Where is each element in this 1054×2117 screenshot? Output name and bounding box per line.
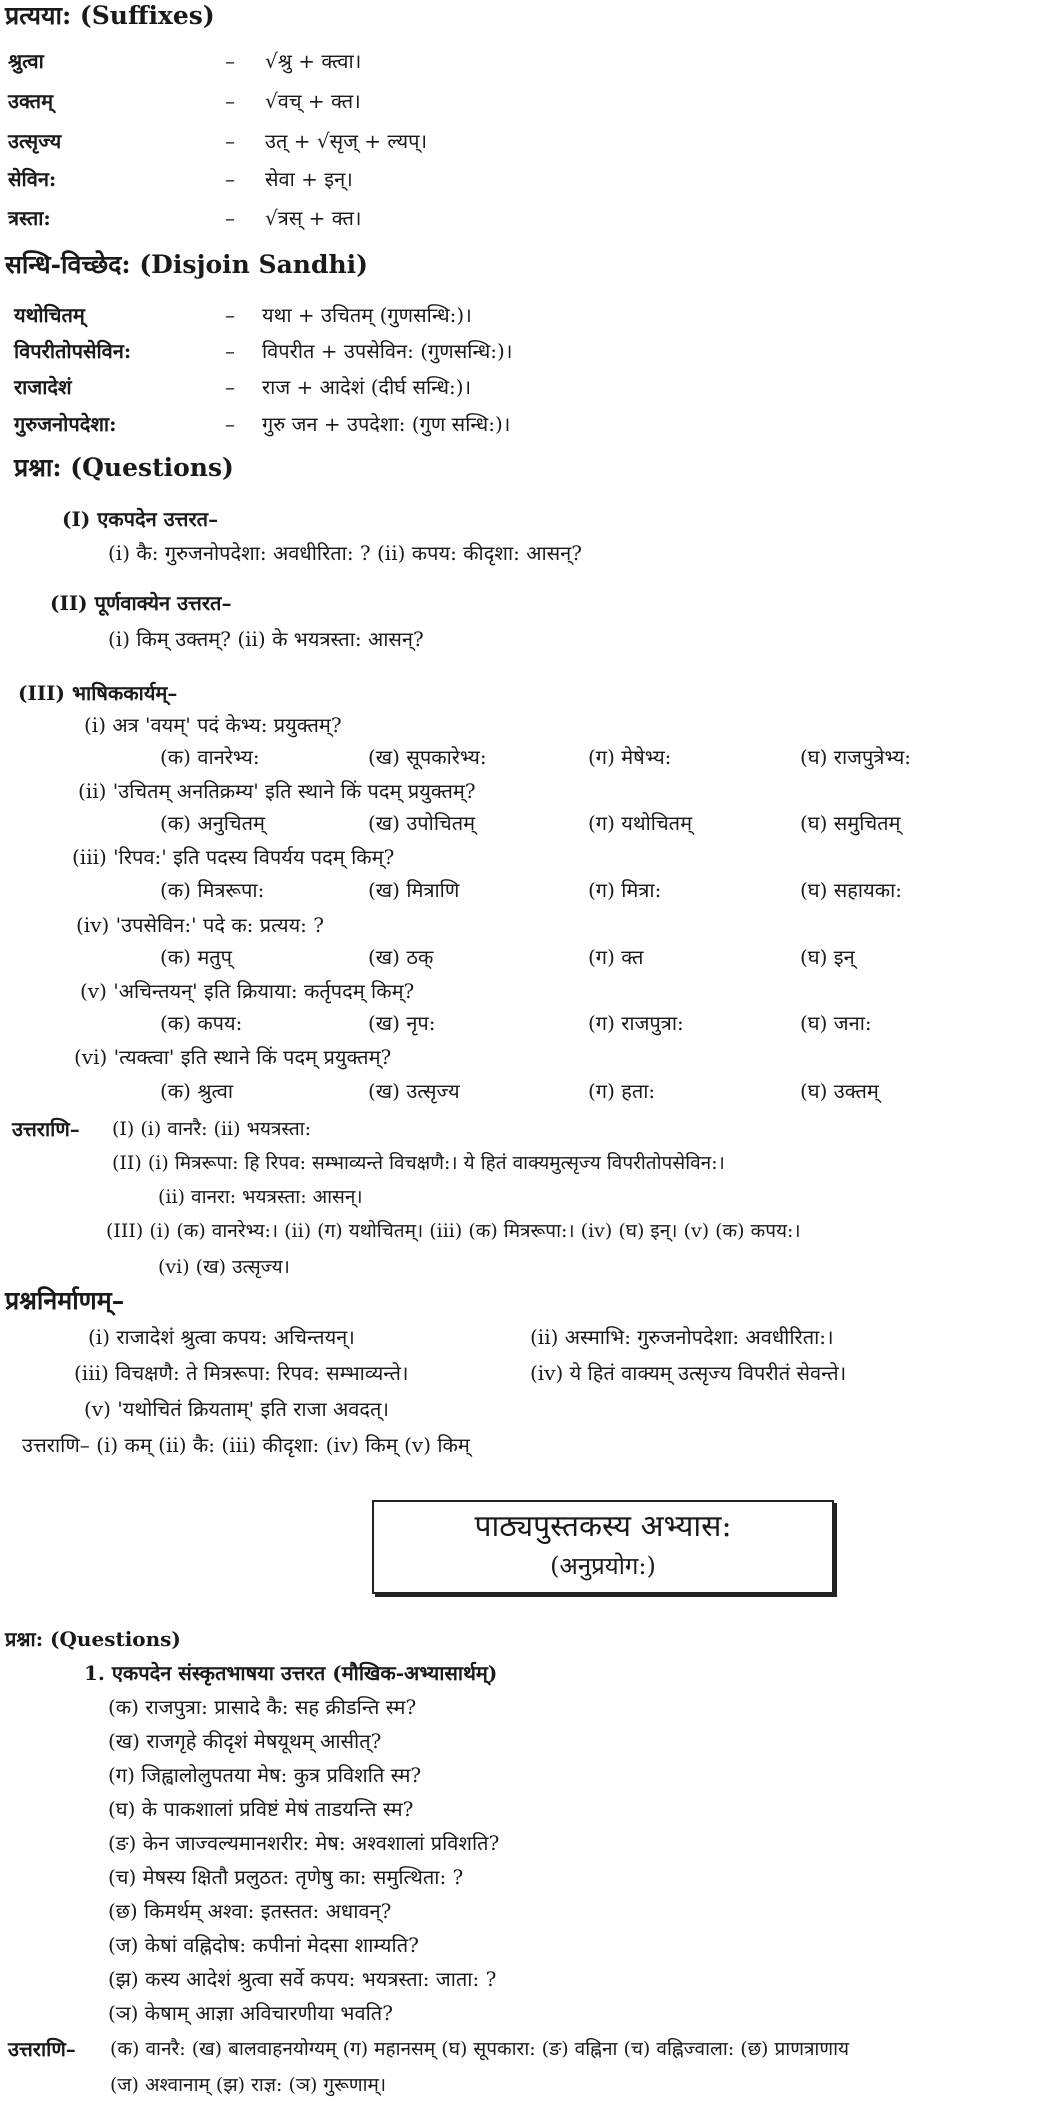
- mcq-option: (ग) राजपुत्रा:: [588, 1011, 684, 1035]
- mcq-option: (घ) समुचितम्: [800, 811, 901, 835]
- sandhi-parts: विपरीत + उपसेविन: (गुणसन्धि:)।: [262, 339, 513, 363]
- dash: –: [225, 49, 235, 73]
- q1-text: (i) कै: गुरुजनोपदेशा: अवधीरिता: ? (ii) कपय: कीदृशा: आसन्?: [108, 541, 582, 565]
- answer-line: (ii) वानरा: भयत्रस्ता: आसन्।: [158, 1186, 363, 1208]
- answer-line: (II) (i) मित्ररूपा: हि रिपव: सम्भाव्यन्ते विचक्षणै:। ये हितं वाक्यमुत्सृज्य विपरीतोपसेविन:।: [112, 1152, 725, 1174]
- questions-heading: प्रश्ना: (Questions): [14, 453, 234, 482]
- mcq-option: (घ) सहायका:: [800, 878, 902, 902]
- exercise-subtitle: (अनुप्रयोग:): [550, 1552, 656, 1580]
- textbook-answers-label: उत्तराणि–: [8, 2037, 76, 2061]
- list-item: (घ) के पाकशालां प्रविष्टं मेषं ताडयन्ति स्म?: [108, 1797, 414, 1821]
- textbook-answers-line: (क) वानरै: (ख) बालवाहनयोग्यम् (ग) महानसम् (घ) सूपकारा: (ङ) वह्निना (च) वह्निज्वाला: (छ) प्राणत्राणाय: [110, 2038, 850, 2060]
- mcq-option: (घ) जना:: [800, 1011, 872, 1035]
- mcq-option: (ख) ठक्: [368, 945, 434, 969]
- suffix-parts: √वच् + क्त।: [265, 89, 361, 113]
- answer-line: (III) (i) (क) वानरेभ्य:। (ii) (ग) यथोचितम्। (iii) (क) मित्ररूपा:। (iv) (घ) इन्। (v) (क) कपय:।: [106, 1220, 801, 1242]
- list-item: (च) मेषस्य क्षितौ प्रलुठत: तृणेषु का: समुत्थिता: ?: [108, 1865, 464, 1889]
- answer-line: (I) (i) वानरै: (ii) भयत्रस्ता:: [112, 1118, 311, 1140]
- sandhi-word: गुरुजनोपदेशा:: [14, 412, 117, 436]
- dash: –: [225, 206, 235, 230]
- sandhi-parts: गुरु जन + उपदेशा: (गुण सन्धि:)।: [262, 412, 511, 436]
- mcq-option: (ख) सूपकारेभ्य:: [368, 745, 487, 769]
- mcq-option: (क) कपय:: [160, 1011, 243, 1035]
- mcq-question: (v) 'अचिन्तयन्' इति क्रियाया: कर्तृपदम् किम्?: [80, 979, 415, 1003]
- mcq-question: (vi) 'त्यक्त्वा' इति स्थाने किं पदम् प्रयुक्तम्?: [74, 1045, 392, 1069]
- list-item: (ज) केषां वह्निदोष: कपीनां मेदसा शाम्यति?: [108, 1933, 419, 1957]
- mcq-option: (ख) उपोचितम्: [368, 811, 476, 835]
- suffix-parts: √श्रु + क्त्वा।: [265, 49, 362, 73]
- list-item: (ञ) केषाम् आज्ञा अविचारणीया भवति?: [108, 2001, 393, 2025]
- suffix-word: उक्तम्: [8, 89, 54, 113]
- dash: –: [225, 167, 235, 191]
- dash: –: [225, 303, 235, 327]
- dash: –: [225, 129, 235, 153]
- formation-answers: उत्तराणि– (i) कम् (ii) कै: (iii) कीदृशा: (iv) किम् (v) किम्: [22, 1433, 470, 1457]
- suffix-word: सेविन:: [8, 167, 57, 191]
- dash: –: [225, 339, 235, 363]
- mcq-option: (घ) इन्: [800, 945, 855, 969]
- mcq-option: (क) अनुचितम्: [160, 811, 265, 835]
- mcq-option: (ग) यथोचितम्: [588, 811, 693, 835]
- dash: –: [225, 89, 235, 113]
- formation-item: (iv) ये हितं वाक्यम् उत्सृज्य विपरीतं सेवन्ते।: [530, 1361, 847, 1385]
- answers-label: उत्तराणि–: [12, 1117, 80, 1141]
- sandhi-word: यथोचितम्: [14, 303, 85, 327]
- mcq-option: (ख) मित्राणि: [368, 878, 460, 902]
- sandhi-parts: यथा + उचितम् (गुणसन्धि:)।: [262, 303, 472, 327]
- mcq-question: (ii) 'उचितम् अनतिक्रम्य' इति स्थाने किं पदम् प्रयुक्तम्?: [78, 779, 476, 803]
- dash: –: [225, 375, 235, 399]
- suffix-word: श्रुत्वा: [8, 49, 44, 73]
- mcq-option: (घ) उक्तम्: [800, 1079, 879, 1103]
- list-item: (ग) जिह्वालोलुपतया मेष: कुत्र प्रविशति स्म?: [108, 1763, 422, 1787]
- exercise-title: पाठ्यपुस्तकस्य अभ्यास:: [474, 1509, 732, 1544]
- mcq-option: (क) श्रुत्वा: [160, 1079, 234, 1103]
- textbook-questions-heading: प्रश्ना: (Questions): [5, 1627, 181, 1651]
- q2-text: (i) किम् उक्तम्? (ii) के भयत्रस्ता: आसन्?: [108, 627, 424, 651]
- sandhi-heading: सन्धि-विच्छेद: (Disjoin Sandhi): [5, 250, 368, 279]
- formation-item: (ii) अस्माभि: गुरुजनोपदेशा: अवधीरिता:।: [530, 1325, 834, 1349]
- exercise-title-box: [372, 1500, 834, 1594]
- formation-heading: प्रश्ननिर्माणम्–: [5, 1286, 125, 1315]
- suffix-parts: √त्रस् + क्त।: [265, 206, 362, 230]
- q3-title: (III) भाषिककार्यम्–: [18, 681, 178, 705]
- mcq-question: (i) अत्र 'वयम्' पदं केभ्य: प्रयुक्तम्?: [84, 713, 342, 737]
- mcq-option: (घ) राजपुत्रेभ्य:: [800, 745, 912, 769]
- mcq-option: (ग) मेषेभ्य:: [588, 745, 672, 769]
- sandhi-word: राजादेशं: [14, 375, 72, 399]
- mcq-option: (ग) मित्रा:: [588, 878, 662, 902]
- suffixes-heading: प्रत्यया: (Suffixes): [5, 1, 215, 30]
- suffix-word: उत्सृज्य: [8, 129, 62, 153]
- suffix-parts: उत् + √सृज् + ल्यप्।: [265, 129, 428, 153]
- mcq-option: (क) वानरेभ्य:: [160, 745, 260, 769]
- mcq-question: (iii) 'रिपव:' इति पदस्य विपर्यय पदम् किम्?: [72, 845, 395, 869]
- mcq-question: (iv) 'उपसेविन:' पदे क: प्रत्यय: ?: [76, 913, 324, 937]
- formation-item: (iii) विचक्षणै: ते मित्ररूपा: रिपव: सम्भाव्यन्ते।: [74, 1361, 409, 1385]
- sandhi-parts: राज + आदेशं (दीर्घ सन्धि:)।: [262, 375, 472, 399]
- list-item: (क) राजपुत्रा: प्रासादे कै: सह क्रीडन्ति स्म?: [108, 1695, 417, 1719]
- q1-title: (I) एकपदेन उत्तरत–: [62, 507, 219, 531]
- mcq-option: (क) मतुप्: [160, 945, 233, 969]
- textbook-q-title: 1. एकपदेन संस्कृतभाषया उत्तरत (मौखिक-अभ्यासार्थम्): [84, 1661, 498, 1685]
- mcq-option: (क) मित्ररूपा:: [160, 878, 265, 902]
- mcq-option: (ग) हता:: [588, 1079, 656, 1103]
- list-item: (ख) राजगृहे कीदृशं मेषयूथम् आसीत्?: [108, 1729, 382, 1753]
- q2-title: (II) पूर्णवाक्येन उत्तरत–: [50, 591, 232, 615]
- list-item: (झ) कस्य आदेशं श्रुत्वा सर्वे कपय: भयत्रस्ता: जाता: ?: [108, 1967, 497, 1991]
- answer-line: (vi) (ख) उत्सृज्य।: [158, 1256, 290, 1278]
- dash: –: [225, 412, 235, 436]
- mcq-option: (ग) क्त: [588, 945, 644, 969]
- list-item: (छ) किमर्थम् अश्वा: इतस्तत: अधावन्?: [108, 1899, 392, 1923]
- suffix-parts: सेवा + इन्।: [265, 167, 353, 191]
- mcq-option: (ख) नृप:: [368, 1011, 436, 1035]
- textbook-answers-line: (ज) अश्वानाम् (झ) राज्ञ: (ञ) गुरूणाम्।: [110, 2074, 387, 2096]
- sandhi-word: विपरीतोपसेविन:: [14, 339, 132, 363]
- mcq-option: (ख) उत्सृज्य: [368, 1079, 460, 1103]
- list-item: (ङ) केन जाज्वल्यमानशरीर: मेष: अश्वशालां प्रविशति?: [108, 1831, 500, 1855]
- suffix-word: त्रस्ता:: [8, 206, 51, 230]
- formation-item: (v) 'यथोचितं क्रियताम्' इति राजा अवदत्।: [84, 1397, 389, 1421]
- formation-item: (i) राजादेशं श्रुत्वा कपय: अचिन्तयन्।: [88, 1325, 355, 1349]
